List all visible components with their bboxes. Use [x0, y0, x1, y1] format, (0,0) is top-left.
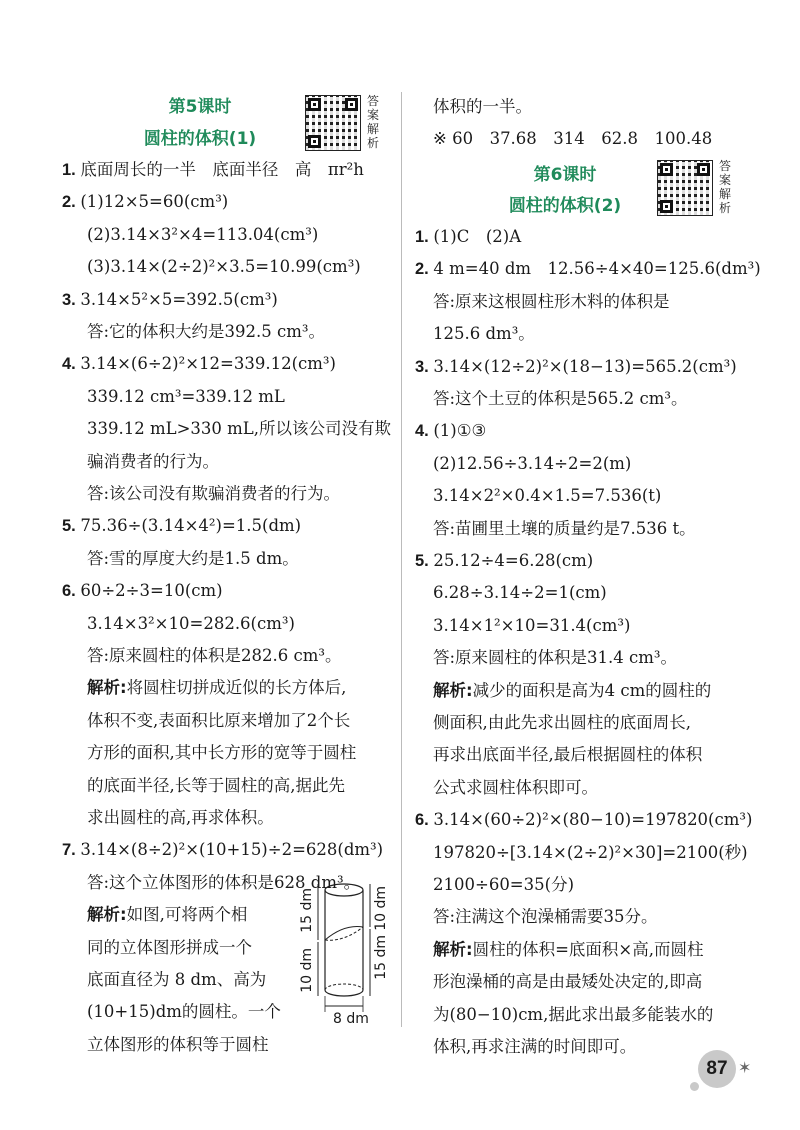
answer-line	[433, 648, 677, 668]
qr-label-char: 析	[719, 201, 732, 215]
answer-line	[62, 840, 383, 860]
question-number: 3.	[415, 357, 434, 376]
decor-star-icon: ✶	[738, 1058, 752, 1077]
answer-line	[433, 1005, 713, 1025]
answer-text: 立体图形的体积等于圆柱	[87, 1034, 269, 1054]
answer-line	[87, 1002, 281, 1022]
answer-text: 6.28÷3.14÷2=1(cm)	[433, 583, 607, 603]
answer-text: 底面周长的一半 底面半径 高 πr²h	[80, 160, 364, 179]
answer-line	[433, 454, 631, 474]
figure-label-right-top: 10 dm	[373, 886, 389, 931]
answer-text: 3.14×5²×5=392.5(cm³)	[80, 289, 278, 309]
question-number: 4.	[415, 422, 434, 441]
answer-text: (1)12×5=60(cm³)	[80, 192, 229, 212]
answer-line	[415, 421, 486, 441]
figure-label-left-bottom: 10 dm	[299, 948, 315, 993]
answer-text: (2)3.14×3²×4=113.04(cm³)	[87, 224, 319, 244]
question-number: 5.	[415, 552, 434, 570]
qr-label-char: 案	[367, 108, 380, 122]
question-number: 7.	[62, 841, 81, 860]
answer-text: 197820÷[3.14×(2÷2)²×30]=2100(秒)	[433, 842, 748, 862]
section-title-right: 圆柱的体积(2)	[508, 196, 622, 216]
answer-line	[87, 1035, 269, 1055]
answer-line	[433, 129, 712, 149]
answer-line	[433, 972, 702, 992]
answer-line	[433, 907, 658, 927]
answer-line	[433, 843, 748, 863]
answer-text: 125.6 dm³。	[433, 324, 535, 344]
answer-line	[62, 290, 278, 310]
question-number: 1.	[62, 161, 81, 179]
question-number: 6.	[415, 811, 434, 830]
answer-line	[433, 940, 704, 960]
answer-line	[433, 681, 711, 701]
answer-line	[87, 711, 350, 731]
answer-text: 3.14×2²×0.4×1.5=7.536(t)	[433, 486, 662, 506]
answer-text: (10+15)dm的圆柱。一个	[87, 1002, 281, 1022]
answer-text: 减少的面积是高为4 cm的圆柱的	[472, 680, 712, 700]
qr-label-char: 案	[719, 173, 732, 187]
answer-text: 答:该公司没有欺骗消费者的行为。	[87, 484, 341, 503]
answer-line	[433, 616, 630, 636]
answer-text: 公式求圆柱体积即可。	[433, 777, 598, 797]
answer-line	[62, 160, 364, 180]
answer-text: 将圆柱切拼成近似的长方体后,	[126, 678, 347, 698]
answer-line	[433, 1037, 636, 1057]
question-number: 2.	[415, 260, 434, 279]
answer-line	[87, 322, 325, 342]
analysis-label: 解析:	[433, 680, 473, 700]
answer-line	[87, 970, 266, 990]
answer-line	[62, 354, 336, 374]
figure-label-bottom: 8 dm	[333, 1011, 369, 1027]
qr-label-char: 解	[719, 187, 732, 201]
answer-text: 3.14×1²×10=31.4(cm³)	[433, 615, 631, 635]
answer-line	[87, 387, 285, 407]
answer-line	[87, 549, 299, 569]
answer-text: 4 m=40 dm 12.56÷4×40=125.6(dm³)	[433, 259, 761, 279]
question-number: 5.	[62, 517, 81, 536]
answer-line	[87, 678, 346, 698]
answer-text: 答:原来圆柱的体积是31.4 cm³。	[433, 648, 678, 668]
answer-line	[87, 743, 356, 763]
answer-text: 3.14×3²×10=282.6(cm³)	[87, 613, 295, 633]
qr-label-char: 析	[367, 136, 380, 150]
qr-code-right-icon[interactable]	[657, 160, 713, 216]
lesson-label-left: 第5课时	[168, 97, 232, 117]
answer-line	[415, 810, 752, 830]
answer-text: (1)①③	[433, 421, 487, 441]
answer-line	[433, 324, 535, 344]
answer-line	[415, 227, 521, 247]
qr-label-char: 答	[719, 159, 732, 173]
answer-text: 求出圆柱的高,再求体积。	[87, 808, 274, 827]
answer-text: 再求出底面半径,最后根据圆柱的体积	[433, 745, 703, 765]
answer-line	[433, 713, 691, 733]
answer-text: 3.14×(6÷2)²×12=339.12(cm³)	[80, 354, 336, 374]
answer-text: 2100÷60=35(分)	[433, 875, 575, 894]
answer-text: 75.36÷(3.14×4²)=1.5(dm)	[80, 516, 302, 536]
answer-line	[87, 484, 340, 504]
answer-text: (1)C (2)A	[433, 227, 522, 246]
answer-line	[433, 519, 696, 539]
answer-line	[87, 225, 318, 245]
question-number: 6.	[62, 582, 81, 601]
answer-text: 答:这个土豆的体积是565.2 cm³。	[433, 389, 688, 408]
answer-line	[433, 389, 688, 409]
answer-line	[62, 516, 301, 536]
answer-text: 骗消费者的行为。	[87, 451, 219, 471]
answer-line	[415, 357, 737, 377]
answer-text: 339.12 cm³=339.12 mL	[87, 386, 285, 406]
answer-line	[87, 808, 274, 828]
answer-text: 为(80−10)cm,据此求出最多能装水的	[433, 1004, 714, 1024]
answer-text: 答:它的体积大约是392.5 cm³。	[87, 322, 326, 341]
answer-text: 答:原来这根圆柱形木料的体积是	[433, 291, 670, 311]
answer-line	[433, 97, 532, 117]
answer-line	[87, 776, 345, 796]
answer-text: ※ 60 37.68 314 62.8 100.48	[433, 129, 713, 148]
answer-line	[87, 646, 342, 666]
answer-text: 339.12 mL>330 mL,所以该公司没有欺	[87, 419, 391, 439]
answer-text: 60÷2÷3=10(cm)	[80, 581, 223, 601]
answer-text: 同的立体图形拼成一个	[87, 937, 252, 957]
analysis-label: 解析:	[87, 905, 127, 925]
question-number: 1.	[415, 228, 434, 246]
answer-line	[87, 257, 361, 277]
answer-text: 答:雪的厚度大约是1.5 dm。	[87, 548, 299, 568]
answer-text: (3)3.14×(2÷2)²×3.5=10.99(cm³)	[87, 257, 361, 277]
decor-dot-icon	[690, 1082, 699, 1091]
answer-text: 25.12÷4=6.28(cm)	[433, 551, 594, 570]
answer-text: 形泡澡桶的高是由最矮处决定的,即高	[433, 972, 703, 992]
answer-text: (2)12.56÷3.14÷2=2(m)	[433, 453, 632, 473]
answer-text: 答:注满这个泡澡桶需要35分。	[433, 907, 658, 927]
question-number: 4.	[62, 355, 81, 374]
answer-text: 体积的一半。	[433, 97, 532, 116]
answer-text: 3.14×(60÷2)²×(80−10)=197820(cm³)	[433, 810, 753, 830]
answer-line	[87, 419, 391, 439]
answer-line	[433, 778, 598, 798]
answer-text: 的底面半径,长等于圆柱的高,据此先	[87, 775, 345, 795]
answer-line	[433, 292, 670, 312]
page-number: 87	[698, 1050, 736, 1088]
answer-text: 体积,再求注满的时间即可。	[433, 1037, 637, 1056]
answer-text: 底面直径为 8 dm、高为	[87, 970, 267, 989]
qr-code-left-icon[interactable]	[305, 95, 361, 151]
answer-text: 答:原来圆柱的体积是282.6 cm³。	[87, 646, 342, 665]
figure-label-left-top: 15 dm	[299, 888, 315, 933]
figure-label-right-bottom: 15 dm	[373, 935, 389, 980]
answer-text: 体积不变,表面积比原来增加了2个长	[87, 710, 351, 730]
section-title-left: 圆柱的体积(1)	[143, 129, 257, 149]
qr-label-char: 答	[367, 94, 380, 108]
qr-label-char: 解	[367, 122, 380, 136]
answer-text: 方形的面积,其中长方形的宽等于圆柱	[87, 743, 357, 763]
answer-line	[87, 452, 219, 472]
lesson-label-right: 第6课时	[533, 165, 597, 185]
answer-text: 圆柱的体积=底面积×高,而圆柱	[472, 939, 704, 959]
answer-line	[415, 551, 593, 571]
answer-text: 3.14×(12÷2)²×(18−13)=565.2(cm³)	[433, 356, 737, 376]
question-number: 3.	[62, 290, 81, 309]
answer-line	[62, 192, 228, 212]
answer-line	[433, 583, 607, 603]
answer-line	[87, 905, 247, 925]
answer-line	[62, 581, 223, 601]
analysis-label: 解析:	[87, 678, 127, 698]
answer-text: 如图,可将两个相	[126, 905, 248, 925]
answer-line	[433, 486, 661, 506]
answer-line	[433, 745, 702, 765]
answer-line	[87, 614, 295, 634]
answer-line	[433, 875, 574, 895]
analysis-label: 解析:	[433, 939, 473, 959]
answer-text: 答:这个立体图形的体积是628 dm³。	[87, 872, 361, 892]
question-number: 2.	[62, 193, 81, 212]
answer-text: 侧面积,由此先求出圆柱的底面周长,	[433, 713, 691, 732]
answer-line	[87, 938, 252, 958]
answer-text: 3.14×(8÷2)²×(10+15)÷2=628(dm³)	[80, 840, 384, 860]
answer-text: 答:苗圃里土壤的质量约是7.536 t。	[433, 518, 696, 538]
column-divider	[401, 92, 402, 1027]
answer-line	[415, 259, 761, 279]
